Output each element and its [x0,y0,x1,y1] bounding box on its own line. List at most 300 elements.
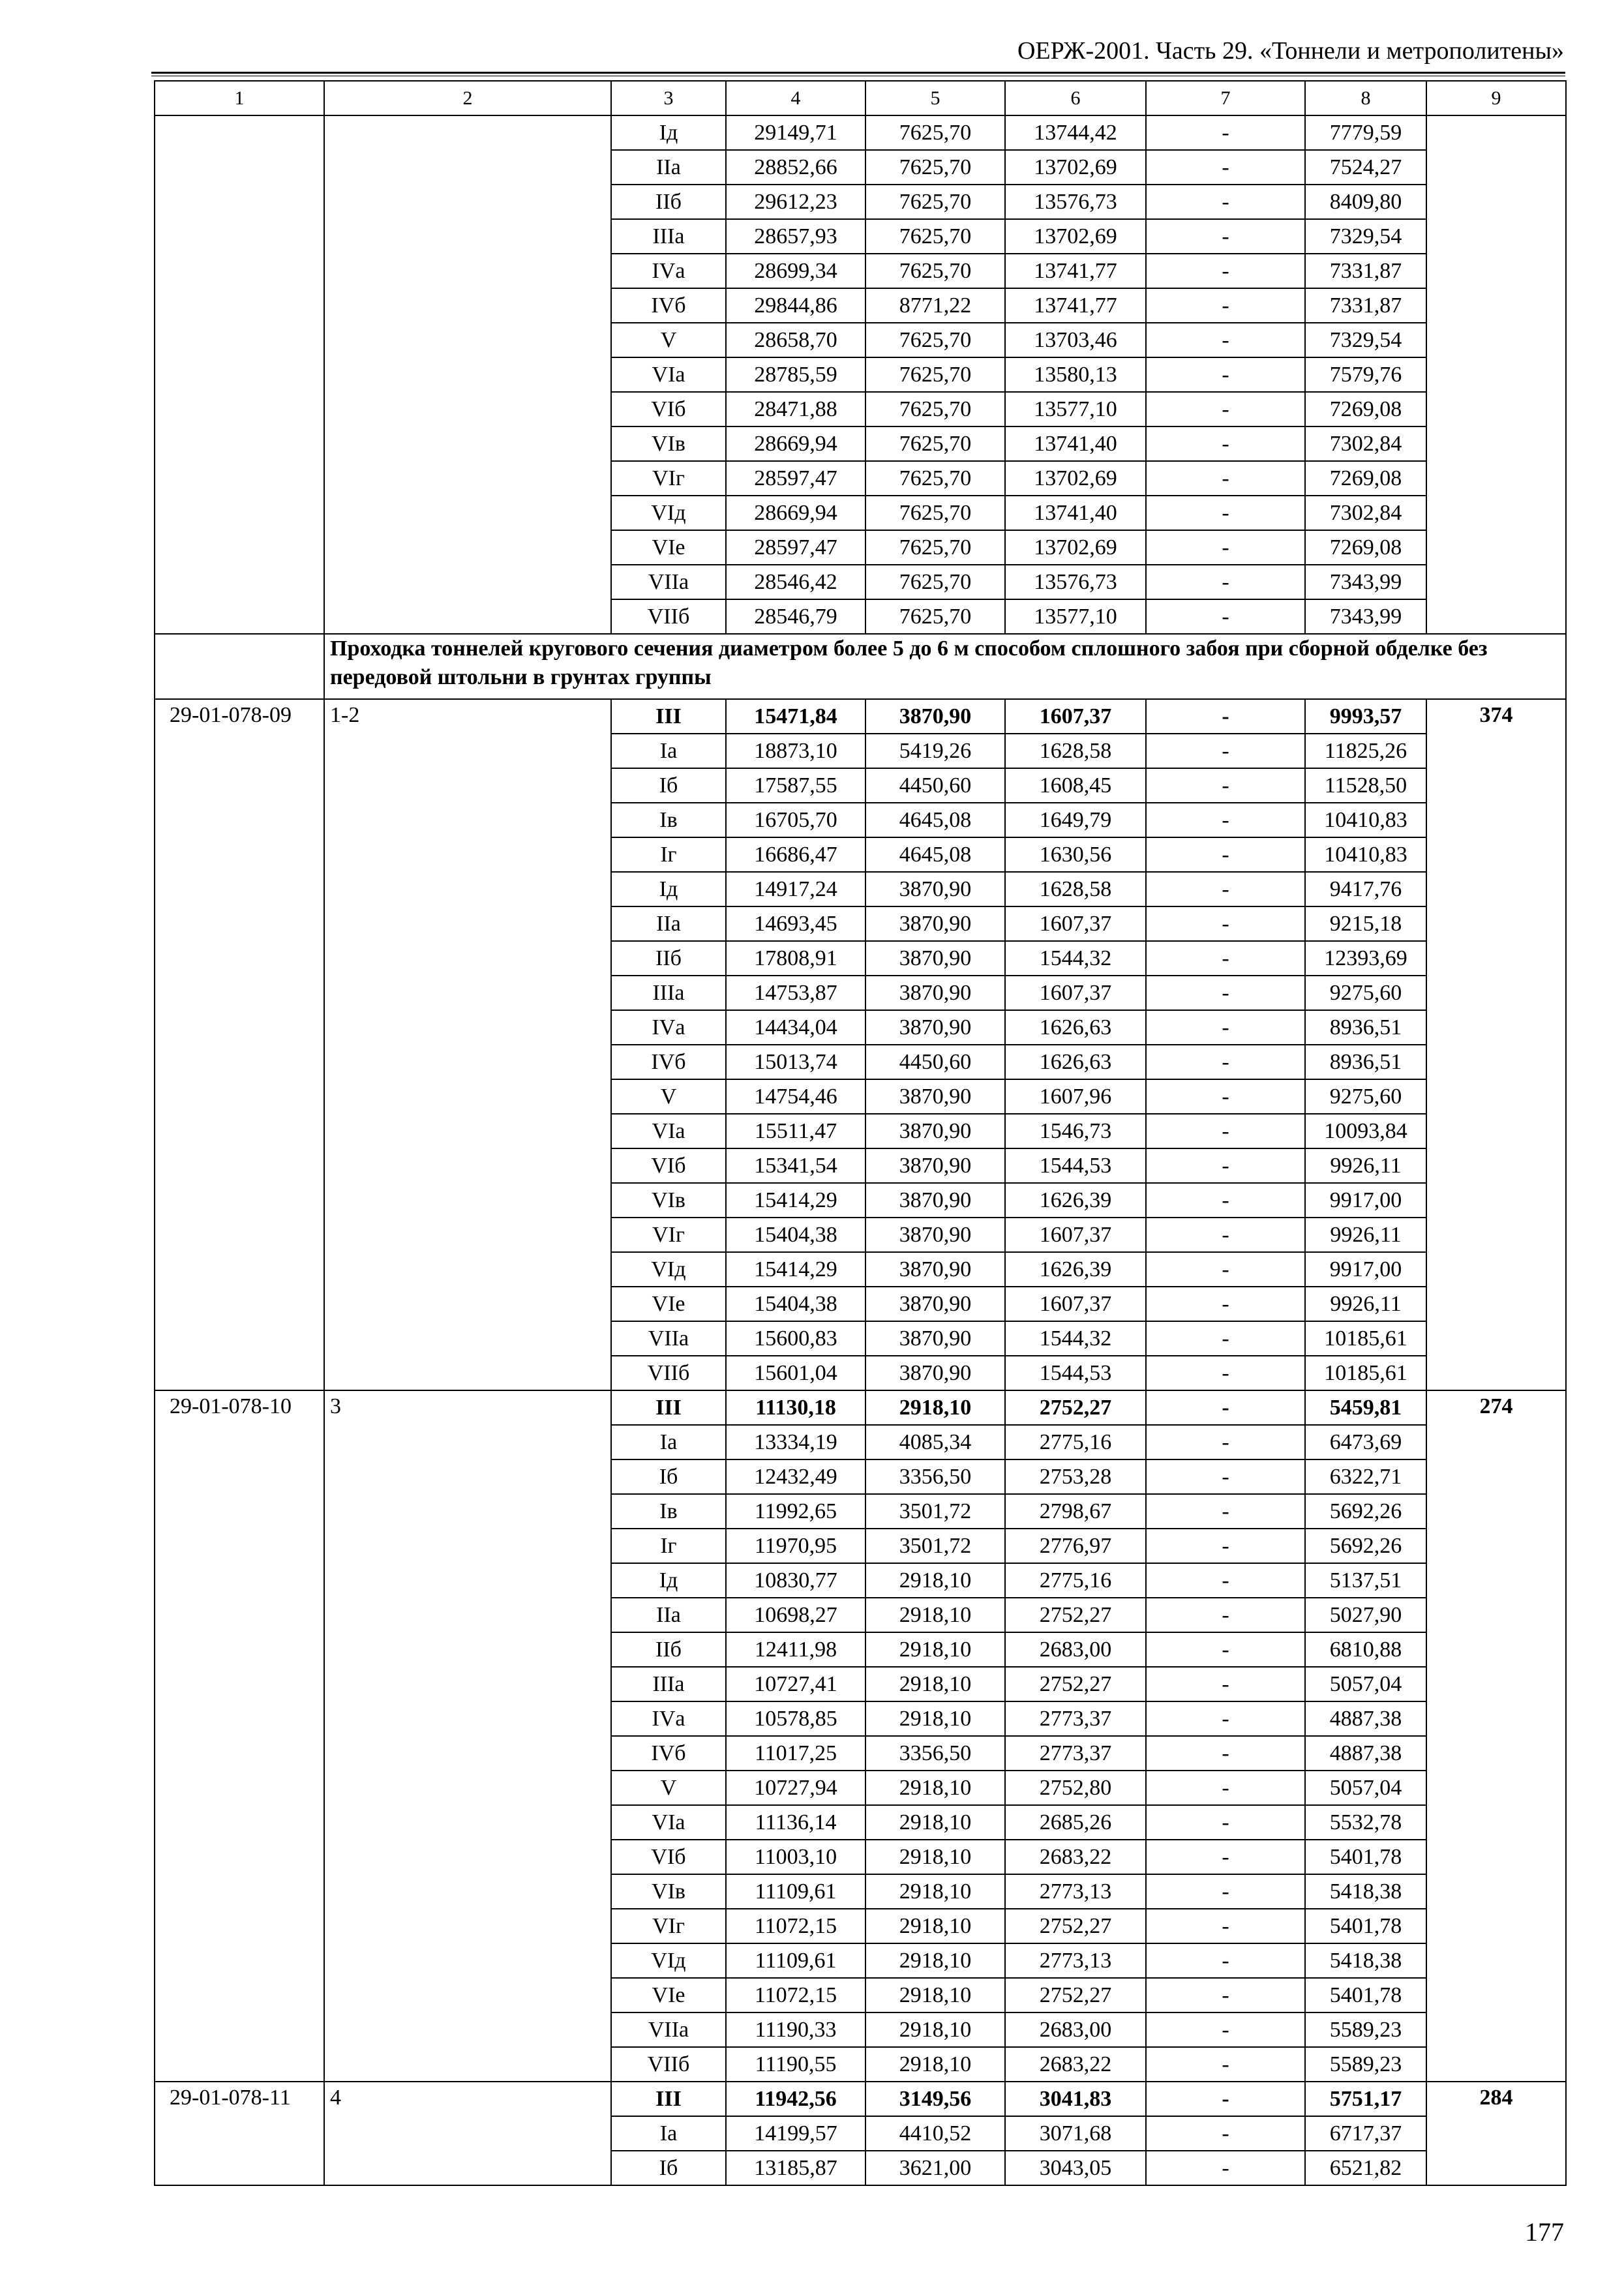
machinist-wages: - [1146,1701,1305,1736]
materials-cost: 5418,38 [1305,1943,1426,1978]
wages: 2918,10 [865,1563,1005,1598]
materials-cost: 5751,17 [1305,2082,1426,2116]
total-cost: 11970,95 [726,1529,865,1563]
machinist-wages: - [1146,392,1305,426]
materials-cost: 8936,51 [1305,1010,1426,1045]
column-header: 9 [1426,81,1566,115]
column-header: 1 [155,81,324,115]
materials-cost: 5532,78 [1305,1805,1426,1840]
machine-cost: 2752,27 [1005,1390,1146,1425]
wages: 2918,10 [865,2012,1005,2047]
total-cost: 28699,34 [726,254,865,288]
machinist-wages: - [1146,1805,1305,1840]
ground-category: VIв [611,426,726,461]
machine-cost: 13741,40 [1005,496,1146,530]
materials-cost: 12393,69 [1305,941,1426,976]
ground-category: IVа [611,1010,726,1045]
ground-category: IIа [611,1598,726,1632]
rate-code: 29-01-078-09 [155,699,324,1390]
total-cost: 10698,27 [726,1598,865,1632]
ground-category: VIа [611,357,726,392]
materials-cost: 7269,08 [1305,530,1426,565]
total-cost: 11109,61 [726,1874,865,1909]
total-cost: 14917,24 [726,872,865,906]
table-body [155,115,1566,2185]
total-cost: 11003,10 [726,1840,865,1874]
wages: 2918,10 [865,1632,1005,1667]
ground-category: VIв [611,1874,726,1909]
materials-cost: 9417,76 [1305,872,1426,906]
section-title: Проходка тоннелей кругового сечения диаметром более 5 до 6 м способом сплошного забоя при сборной обделке без передовой штольни в грунтах группы [324,634,1566,699]
machine-cost: 1630,56 [1005,837,1146,872]
wages: 7625,70 [865,461,1005,496]
machine-cost: 13702,69 [1005,150,1146,185]
materials-cost: 4887,38 [1305,1736,1426,1771]
machinist-wages: - [1146,1356,1305,1390]
wages: 3501,72 [865,1494,1005,1529]
machinist-wages: - [1146,1010,1305,1045]
wages: 3870,90 [865,699,1005,734]
machine-cost: 13744,42 [1005,115,1146,150]
total-cost: 11190,55 [726,2047,865,2082]
wages: 3870,90 [865,1287,1005,1321]
machine-cost: 13741,40 [1005,426,1146,461]
materials-cost: 10185,61 [1305,1321,1426,1356]
machinist-wages: - [1146,2047,1305,2082]
machine-cost: 2683,22 [1005,1840,1146,1874]
materials-cost: 5137,51 [1305,1563,1426,1598]
running-header: ОЕРЖ-2001. Часть 29. «Тоннели и метрополитены» [1017,37,1564,65]
column-header: 7 [1146,81,1305,115]
wages: 2918,10 [865,1598,1005,1632]
materials-cost: 10185,61 [1305,1356,1426,1390]
machinist-wages: - [1146,1494,1305,1529]
machine-cost: 13576,73 [1005,185,1146,219]
materials-cost: 5027,90 [1305,1598,1426,1632]
machine-cost: 13703,46 [1005,323,1146,357]
total-cost: 28658,70 [726,323,865,357]
ground-category: IVб [611,1045,726,1079]
total-cost: 18873,10 [726,734,865,768]
machine-cost: 2752,27 [1005,1909,1146,1943]
ground-category: IIб [611,1632,726,1667]
total-cost: 14754,46 [726,1079,865,1114]
total-cost: 28657,93 [726,219,865,254]
machine-cost: 13702,69 [1005,461,1146,496]
wages: 2918,10 [865,1805,1005,1840]
machinist-wages: - [1146,1840,1305,1874]
machine-cost: 13741,77 [1005,288,1146,323]
materials-cost: 5057,04 [1305,1771,1426,1805]
total-cost: 13185,87 [726,2151,865,2185]
wages: 3149,56 [865,2082,1005,2116]
wages: 7625,70 [865,150,1005,185]
total-cost: 11017,25 [726,1736,865,1771]
materials-cost: 7343,99 [1305,565,1426,599]
machinist-wages: - [1146,185,1305,219]
machine-cost: 1626,39 [1005,1183,1146,1218]
total-cost: 29844,86 [726,288,865,323]
materials-cost: 7302,84 [1305,426,1426,461]
machinist-wages: - [1146,1736,1305,1771]
wages: 2918,10 [865,1701,1005,1736]
machinist-wages: - [1146,1390,1305,1425]
machine-cost: 1546,73 [1005,1114,1146,1148]
machinist-wages: - [1146,906,1305,941]
ground-category: IVб [611,1736,726,1771]
wages: 2918,10 [865,2047,1005,2082]
machine-cost: 2752,80 [1005,1771,1146,1805]
wages: 4085,34 [865,1425,1005,1459]
machine-cost: 13577,10 [1005,392,1146,426]
wages: 2918,10 [865,1909,1005,1943]
ground-category: Iа [611,2116,726,2151]
ground-group: 3 [324,1390,611,2082]
total-cost: 11072,15 [726,1909,865,1943]
total-cost: 10830,77 [726,1563,865,1598]
total-cost: 15013,74 [726,1045,865,1079]
ground-category: Iг [611,1529,726,1563]
materials-cost: 8936,51 [1305,1045,1426,1079]
machine-cost: 1607,37 [1005,1287,1146,1321]
total-cost: 10727,41 [726,1667,865,1701]
machinist-wages: - [1146,288,1305,323]
machine-cost: 3071,68 [1005,2116,1146,2151]
total-cost: 28597,47 [726,530,865,565]
machinist-wages: - [1146,1529,1305,1563]
ground-group: 1-2 [324,699,611,1390]
materials-cost: 7779,59 [1305,115,1426,150]
wages: 2918,10 [865,1390,1005,1425]
materials-cost: 7331,87 [1305,254,1426,288]
ground-category: IIа [611,150,726,185]
total-cost: 11136,14 [726,1805,865,1840]
wages: 3621,00 [865,2151,1005,2185]
wages: 4645,08 [865,803,1005,837]
wages: 7625,70 [865,599,1005,634]
machinist-wages: - [1146,1287,1305,1321]
total-cost: 17808,91 [726,941,865,976]
machinist-wages: - [1146,1218,1305,1252]
materials-cost: 6717,37 [1305,2116,1426,2151]
total-cost: 15341,54 [726,1148,865,1183]
machinist-wages: - [1146,1874,1305,1909]
total-cost: 15511,47 [726,1114,865,1148]
materials-cost: 9275,60 [1305,1079,1426,1114]
ground-category: IIа [611,906,726,941]
materials-cost: 7579,76 [1305,357,1426,392]
page-number: 177 [1525,2217,1564,2247]
ground-category: VIд [611,1252,726,1287]
machinist-wages: - [1146,2082,1305,2116]
labor-norm: 374 [1426,699,1566,1390]
total-cost: 16705,70 [726,803,865,837]
price-table [154,80,1567,2186]
total-cost: 10578,85 [726,1701,865,1736]
machine-cost: 1649,79 [1005,803,1146,837]
machine-cost: 13702,69 [1005,219,1146,254]
wages: 2918,10 [865,1667,1005,1701]
ground-category: IVа [611,1701,726,1736]
machine-cost: 1544,32 [1005,1321,1146,1356]
total-cost: 12411,98 [726,1632,865,1667]
total-cost: 17587,55 [726,768,865,803]
rate-code-cell [155,115,324,634]
materials-cost: 10410,83 [1305,803,1426,837]
machinist-wages: - [1146,1632,1305,1667]
machine-cost: 2773,13 [1005,1943,1146,1978]
wages: 4450,60 [865,1045,1005,1079]
machinist-wages: - [1146,599,1305,634]
machinist-wages: - [1146,1771,1305,1805]
ground-category: Iв [611,803,726,837]
total-cost: 29612,23 [726,185,865,219]
ground-category: IIIа [611,1667,726,1701]
wages: 3870,90 [865,1079,1005,1114]
ground-category: VIа [611,1805,726,1840]
machine-cost: 1607,96 [1005,1079,1146,1114]
column-header: 8 [1305,81,1426,115]
machine-cost: 1626,63 [1005,1045,1146,1079]
total-cost: 15404,38 [726,1287,865,1321]
labor-norm: 284 [1426,2082,1566,2185]
ground-category: III [611,2082,726,2116]
machinist-wages: - [1146,530,1305,565]
machinist-wages: - [1146,254,1305,288]
total-cost: 11130,18 [726,1390,865,1425]
machine-cost: 13702,69 [1005,530,1146,565]
materials-cost: 7269,08 [1305,392,1426,426]
machine-cost: 1626,63 [1005,1010,1146,1045]
column-header: 6 [1005,81,1146,115]
ground-group: 4 [324,2082,611,2185]
materials-cost: 5418,38 [1305,1874,1426,1909]
ground-category: V [611,323,726,357]
machinist-wages: - [1146,1909,1305,1943]
materials-cost: 5692,26 [1305,1494,1426,1529]
machinist-wages: - [1146,565,1305,599]
machine-cost: 2752,27 [1005,1598,1146,1632]
total-cost: 28546,79 [726,599,865,634]
ground-category: III [611,1390,726,1425]
wages: 3870,90 [865,1321,1005,1356]
ground-category: VIIа [611,1321,726,1356]
labor-norm: 274 [1426,1390,1566,2082]
ground-category: IVб [611,288,726,323]
materials-cost: 9926,11 [1305,1287,1426,1321]
machinist-wages: - [1146,115,1305,150]
machinist-wages: - [1146,1252,1305,1287]
machine-cost: 13577,10 [1005,599,1146,634]
materials-cost: 5401,78 [1305,1840,1426,1874]
wages: 3356,50 [865,1736,1005,1771]
section-row [155,634,1566,699]
materials-cost: 5459,81 [1305,1390,1426,1425]
materials-cost: 9275,60 [1305,976,1426,1010]
total-cost: 14693,45 [726,906,865,941]
machine-cost: 2775,16 [1005,1563,1146,1598]
ground-category: VIе [611,530,726,565]
machine-cost: 2773,37 [1005,1736,1146,1771]
total-cost: 28546,42 [726,565,865,599]
machine-cost: 13741,77 [1005,254,1146,288]
ground-category: IIб [611,941,726,976]
machine-cost: 1626,39 [1005,1252,1146,1287]
machinist-wages: - [1146,2151,1305,2185]
total-cost: 11072,15 [726,1978,865,2012]
ground-category: IIIа [611,219,726,254]
machinist-wages: - [1146,1045,1305,1079]
materials-cost: 7302,84 [1305,496,1426,530]
wages: 7625,70 [865,115,1005,150]
machine-cost: 1544,53 [1005,1148,1146,1183]
wages: 3501,72 [865,1529,1005,1563]
wages: 2918,10 [865,1840,1005,1874]
total-cost: 11190,33 [726,2012,865,2047]
machinist-wages: - [1146,357,1305,392]
materials-cost: 11825,26 [1305,734,1426,768]
ground-category: VIд [611,496,726,530]
machinist-wages: - [1146,976,1305,1010]
machinist-wages: - [1146,323,1305,357]
ground-category: VIб [611,1840,726,1874]
ground-category: Iг [611,837,726,872]
total-cost: 15471,84 [726,699,865,734]
rate-code: 29-01-078-11 [155,2082,324,2185]
ground-category: VIг [611,1218,726,1252]
total-cost: 15601,04 [726,1356,865,1390]
machinist-wages: - [1146,1183,1305,1218]
total-cost: 15600,83 [726,1321,865,1356]
machine-cost: 2683,22 [1005,2047,1146,2082]
total-cost: 13334,19 [726,1425,865,1459]
wages: 3870,90 [865,1148,1005,1183]
machinist-wages: - [1146,1114,1305,1148]
wages: 7625,70 [865,392,1005,426]
ground-category: Iб [611,768,726,803]
machine-cost: 2773,37 [1005,1701,1146,1736]
ground-category: Iд [611,872,726,906]
section-spacer [155,634,324,699]
materials-cost: 5589,23 [1305,2012,1426,2047]
machinist-wages: - [1146,872,1305,906]
machinist-wages: - [1146,1598,1305,1632]
ground-category: VIIб [611,1356,726,1390]
ground-category: VIв [611,1183,726,1218]
wages: 3870,90 [865,1114,1005,1148]
wages: 5419,26 [865,734,1005,768]
machine-cost: 2683,00 [1005,1632,1146,1667]
materials-cost: 10093,84 [1305,1114,1426,1148]
ground-category: Iв [611,1494,726,1529]
wages: 3356,50 [865,1459,1005,1494]
total-cost: 28669,94 [726,426,865,461]
table-row [155,115,1566,150]
materials-cost: 6473,69 [1305,1425,1426,1459]
wages: 7625,70 [865,254,1005,288]
wages: 3870,90 [865,1183,1005,1218]
column-header: 5 [865,81,1005,115]
machine-cost: 2752,27 [1005,1667,1146,1701]
rate-code: 29-01-078-10 [155,1390,324,2082]
total-cost: 16686,47 [726,837,865,872]
machinist-wages: - [1146,496,1305,530]
wages: 3870,90 [865,1252,1005,1287]
materials-cost: 9926,11 [1305,1148,1426,1183]
materials-cost: 7524,27 [1305,150,1426,185]
wages: 7625,70 [865,185,1005,219]
wages: 3870,90 [865,1218,1005,1252]
total-cost: 14199,57 [726,2116,865,2151]
wages: 3870,90 [865,906,1005,941]
total-cost: 15414,29 [726,1183,865,1218]
total-cost: 28852,66 [726,150,865,185]
total-cost: 10727,94 [726,1771,865,1805]
wages: 8771,22 [865,288,1005,323]
table-row [155,699,1566,734]
wages: 2918,10 [865,1978,1005,2012]
materials-cost: 8409,80 [1305,185,1426,219]
ground-category: VIIб [611,599,726,634]
machine-cost: 2683,00 [1005,2012,1146,2047]
machine-cost: 13576,73 [1005,565,1146,599]
total-cost: 14434,04 [726,1010,865,1045]
machine-cost: 1544,32 [1005,941,1146,976]
wages: 7625,70 [865,323,1005,357]
machinist-wages: - [1146,2116,1305,2151]
machine-cost: 2753,28 [1005,1459,1146,1494]
wages: 3870,90 [865,1010,1005,1045]
ground-category: IVа [611,254,726,288]
total-cost: 11109,61 [726,1943,865,1978]
machinist-wages: - [1146,1148,1305,1183]
machinist-wages: - [1146,941,1305,976]
materials-cost: 5589,23 [1305,2047,1426,2082]
total-cost: 28785,59 [726,357,865,392]
wages: 7625,70 [865,219,1005,254]
wages: 7625,70 [865,357,1005,392]
materials-cost: 5401,78 [1305,1909,1426,1943]
total-cost: 28471,88 [726,392,865,426]
materials-cost: 6521,82 [1305,2151,1426,2185]
ground-category: VIIа [611,565,726,599]
machine-cost: 3041,83 [1005,2082,1146,2116]
column-header: 4 [726,81,865,115]
machinist-wages: - [1146,150,1305,185]
materials-cost: 9993,57 [1305,699,1426,734]
machinist-wages: - [1146,768,1305,803]
machinist-wages: - [1146,734,1305,768]
wages: 3870,90 [865,976,1005,1010]
ground-category: Iа [611,1425,726,1459]
ground-category: IIIа [611,976,726,1010]
materials-cost: 5057,04 [1305,1667,1426,1701]
wages: 7625,70 [865,565,1005,599]
materials-cost: 4887,38 [1305,1701,1426,1736]
machine-cost: 2776,97 [1005,1529,1146,1563]
wages: 3870,90 [865,872,1005,906]
machinist-wages: - [1146,1978,1305,2012]
ground-category: VIг [611,461,726,496]
wages: 7625,70 [865,530,1005,565]
machine-cost: 3043,05 [1005,2151,1146,2185]
machinist-wages: - [1146,1667,1305,1701]
materials-cost: 7343,99 [1305,599,1426,634]
ground-category: VIд [611,1943,726,1978]
materials-cost: 7269,08 [1305,461,1426,496]
total-cost: 14753,87 [726,976,865,1010]
materials-cost: 5692,26 [1305,1529,1426,1563]
